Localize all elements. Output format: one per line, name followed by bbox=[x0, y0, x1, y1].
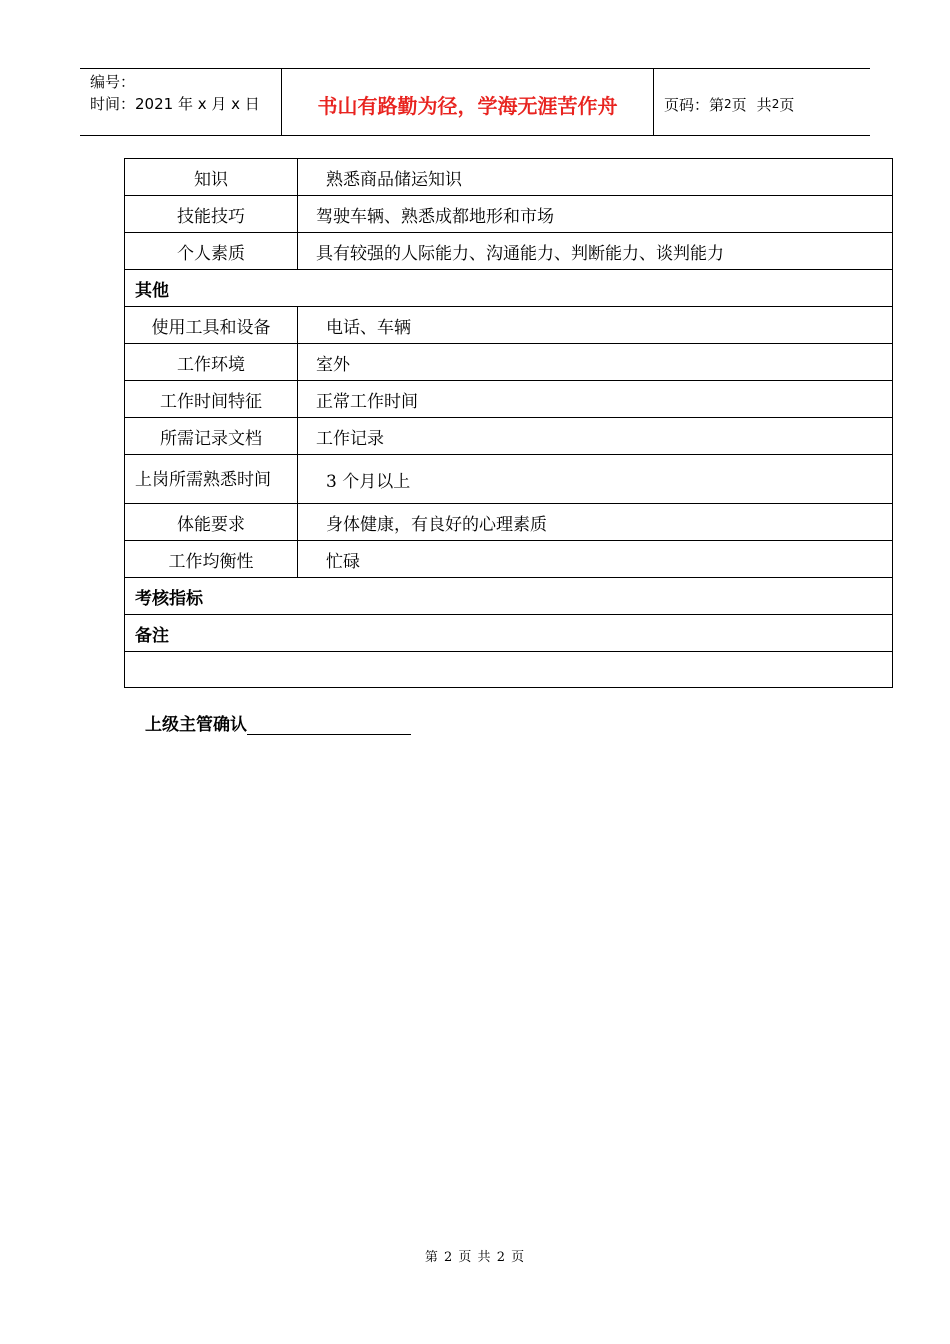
row-label: 个人素质 bbox=[125, 233, 298, 270]
job-spec-table bbox=[124, 158, 893, 688]
row-value: 身体健康，有良好的心理素质 bbox=[298, 504, 893, 541]
table-row bbox=[125, 381, 893, 418]
table-row bbox=[125, 504, 893, 541]
table-row bbox=[125, 541, 893, 578]
notes-content bbox=[125, 652, 893, 688]
signature-line bbox=[247, 712, 411, 735]
row-value: 忙碌 bbox=[298, 541, 893, 578]
row-value: 电话、车辆 bbox=[298, 307, 893, 344]
table-row bbox=[125, 307, 893, 344]
section-kpi: 考核指标 bbox=[125, 578, 893, 615]
table-row bbox=[125, 344, 893, 381]
row-label: 工作均衡性 bbox=[125, 541, 298, 578]
time-line bbox=[90, 93, 281, 115]
section-row bbox=[125, 578, 893, 615]
table-row bbox=[125, 233, 893, 270]
row-label: 工作时间特征 bbox=[125, 381, 298, 418]
supervisor-confirm bbox=[145, 710, 411, 735]
page-label: 页码：第 bbox=[664, 95, 725, 114]
row-value: 工作记录 bbox=[298, 418, 893, 455]
header-page-info bbox=[654, 69, 870, 135]
page-of: 页 bbox=[731, 95, 747, 114]
header-motto: 书山有路勤为径，学海无涯苦作舟 bbox=[282, 69, 654, 135]
time-label: 时间： bbox=[90, 95, 136, 113]
section-other: 其他 bbox=[125, 270, 893, 307]
notes-content-row bbox=[125, 652, 893, 688]
row-value: 正常工作时间 bbox=[298, 381, 893, 418]
section-row bbox=[125, 270, 893, 307]
table-row bbox=[125, 196, 893, 233]
confirm-label: 上级主管确认 bbox=[145, 715, 247, 735]
table-row bbox=[125, 455, 893, 504]
row-value: 熟悉商品储运知识 bbox=[298, 159, 893, 196]
page-total: 2 bbox=[771, 97, 780, 111]
time-rest: 年 x 月 x 日 bbox=[173, 95, 260, 113]
row-label: 使用工具和设备 bbox=[125, 307, 298, 344]
row-label: 知识 bbox=[125, 159, 298, 196]
table-row bbox=[125, 418, 893, 455]
total-label: 共 bbox=[756, 95, 772, 114]
time-year: 2021 bbox=[135, 95, 174, 113]
row-value: 3 个月以上 bbox=[298, 455, 893, 504]
page-footer: 第 2 页 共 2 页 bbox=[424, 1250, 526, 1265]
row-value: 室外 bbox=[298, 344, 893, 381]
header-meta bbox=[80, 69, 282, 135]
row-label: 体能要求 bbox=[125, 504, 298, 541]
page-current: 2 bbox=[724, 97, 732, 111]
number-label: 编号： bbox=[90, 73, 136, 91]
section-row bbox=[125, 615, 893, 652]
row-value: 具有较强的人际能力、沟通能力、判断能力、谈判能力 bbox=[298, 233, 893, 270]
row-label: 所需记录文档 bbox=[125, 418, 298, 455]
total-of: 页 bbox=[779, 95, 795, 114]
section-notes: 备注 bbox=[125, 615, 893, 652]
table-row bbox=[125, 159, 893, 196]
row-value: 驾驶车辆、熟悉成都地形和市场 bbox=[298, 196, 893, 233]
row-label: 上岗所需熟悉时间 bbox=[125, 455, 298, 504]
page-header bbox=[80, 68, 870, 136]
row-label: 工作环境 bbox=[125, 344, 298, 381]
row-label: 技能技巧 bbox=[125, 196, 298, 233]
